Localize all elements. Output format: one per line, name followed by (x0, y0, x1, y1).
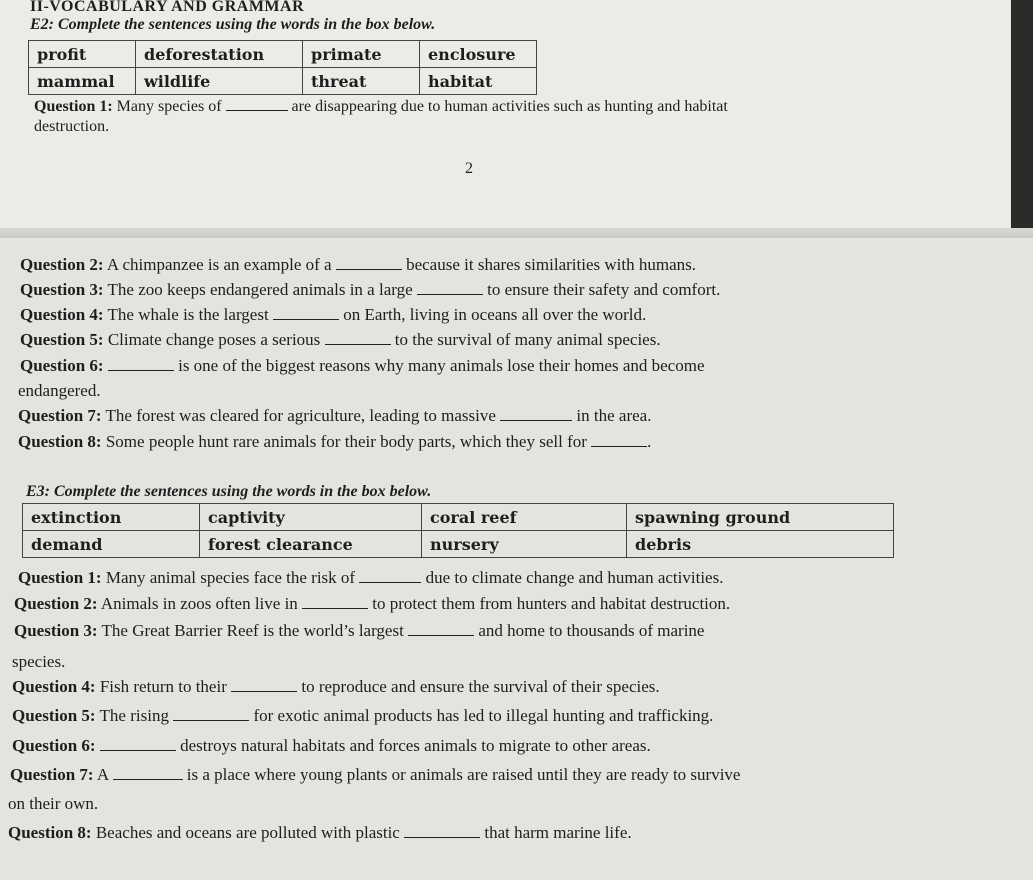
word-cell: habitat (420, 68, 537, 95)
answer-blank[interactable] (359, 568, 421, 583)
e2-question-1: Question 1: Many species of are disappearing due to human activities such as hunting and habitat (34, 98, 728, 115)
answer-blank[interactable] (273, 305, 339, 320)
e3-question-1: Question 1: Many animal species face the risk of due to climate change and human activities. (18, 568, 724, 587)
e3-question-3-cont: species. (12, 652, 66, 671)
e3-question-7-cont: on their own. (8, 794, 99, 813)
e3-question-5: Question 5: The rising for exotic animal products has led to illegal hunting and trafficking. (12, 706, 714, 725)
e2-question-6-cont: endangered. (18, 381, 101, 400)
e2-question-6: Question 6: is one of the biggest reasons why many animals lose their homes and become (20, 356, 705, 375)
e3-word-box (22, 503, 894, 558)
answer-blank[interactable] (500, 406, 572, 421)
word-cell: enclosure (420, 41, 537, 68)
answer-blank[interactable] (325, 330, 391, 345)
answer-blank[interactable] (591, 432, 647, 447)
e3-instruction: E3: Complete the sentences using the words in the box below. (26, 483, 432, 500)
word-cell: demand (23, 531, 200, 558)
word-cell: coral reef (422, 504, 627, 531)
answer-blank[interactable] (408, 621, 474, 636)
answer-blank[interactable] (336, 255, 402, 270)
e2-instruction: E2: Complete the sentences using the words in the box below. (30, 16, 436, 33)
e2-question-2: Question 2: A chimpanzee is an example of a because it shares similarities with humans. (20, 255, 696, 274)
answer-blank[interactable] (231, 677, 297, 692)
answer-blank[interactable] (404, 823, 480, 838)
word-cell: spawning ground (627, 504, 894, 531)
word-cell: extinction (23, 504, 200, 531)
answer-blank[interactable] (302, 594, 368, 609)
word-cell: wildlife (136, 68, 303, 95)
worksheet-page-top (0, 0, 1010, 235)
word-cell: threat (303, 68, 420, 95)
answer-blank[interactable] (100, 736, 176, 751)
e2-question-1-cont: destruction. (34, 118, 110, 135)
word-cell: nursery (422, 531, 627, 558)
e3-question-7: Question 7: A is a place where young plants or animals are raised until they are ready to survive (10, 765, 741, 784)
e2-word-box (28, 40, 537, 95)
e3-question-6: Question 6: destroys natural habitats and forces animals to migrate to other areas. (12, 736, 651, 755)
e3-question-8: Question 8: Beaches and oceans are polluted with plastic that harm marine life. (8, 823, 632, 842)
e2-question-5: Question 5: Climate change poses a serious to the survival of many animal species. (20, 330, 661, 349)
page-number: 2 (465, 160, 473, 177)
word-cell: profit (29, 41, 136, 68)
answer-blank[interactable] (113, 765, 183, 780)
word-cell: debris (627, 531, 894, 558)
word-cell: primate (303, 41, 420, 68)
e3-question-2: Question 2: Animals in zoos often live in to protect them from hunters and habitat destruction. (14, 594, 731, 613)
page-edge (1011, 0, 1033, 240)
word-cell: forest clearance (200, 531, 422, 558)
e3-question-4: Question 4: Fish return to their to reproduce and ensure the survival of their species. (12, 677, 660, 696)
e2-question-4: Question 4: The whale is the largest on Earth, living in oceans all over the world. (20, 305, 647, 324)
word-cell: deforestation (136, 41, 303, 68)
e2-question-3: Question 3: The zoo keeps endangered animals in a large to ensure their safety and comfort. (20, 280, 721, 299)
e2-question-7: Question 7: The forest was cleared for agriculture, leading to massive in the area. (18, 406, 652, 425)
answer-blank[interactable] (173, 706, 249, 721)
e3-question-3: Question 3: The Great Barrier Reef is the world’s largest and home to thousands of marine (14, 621, 705, 640)
word-cell: captivity (200, 504, 422, 531)
e2-question-8: Question 8: Some people hunt rare animals for their body parts, which they sell for . (18, 432, 652, 451)
word-cell: mammal (29, 68, 136, 95)
answer-blank[interactable] (417, 280, 483, 295)
section-title: II-VOCABULARY AND GRAMMAR (30, 0, 305, 15)
answer-blank[interactable] (226, 96, 288, 111)
answer-blank[interactable] (108, 356, 174, 371)
